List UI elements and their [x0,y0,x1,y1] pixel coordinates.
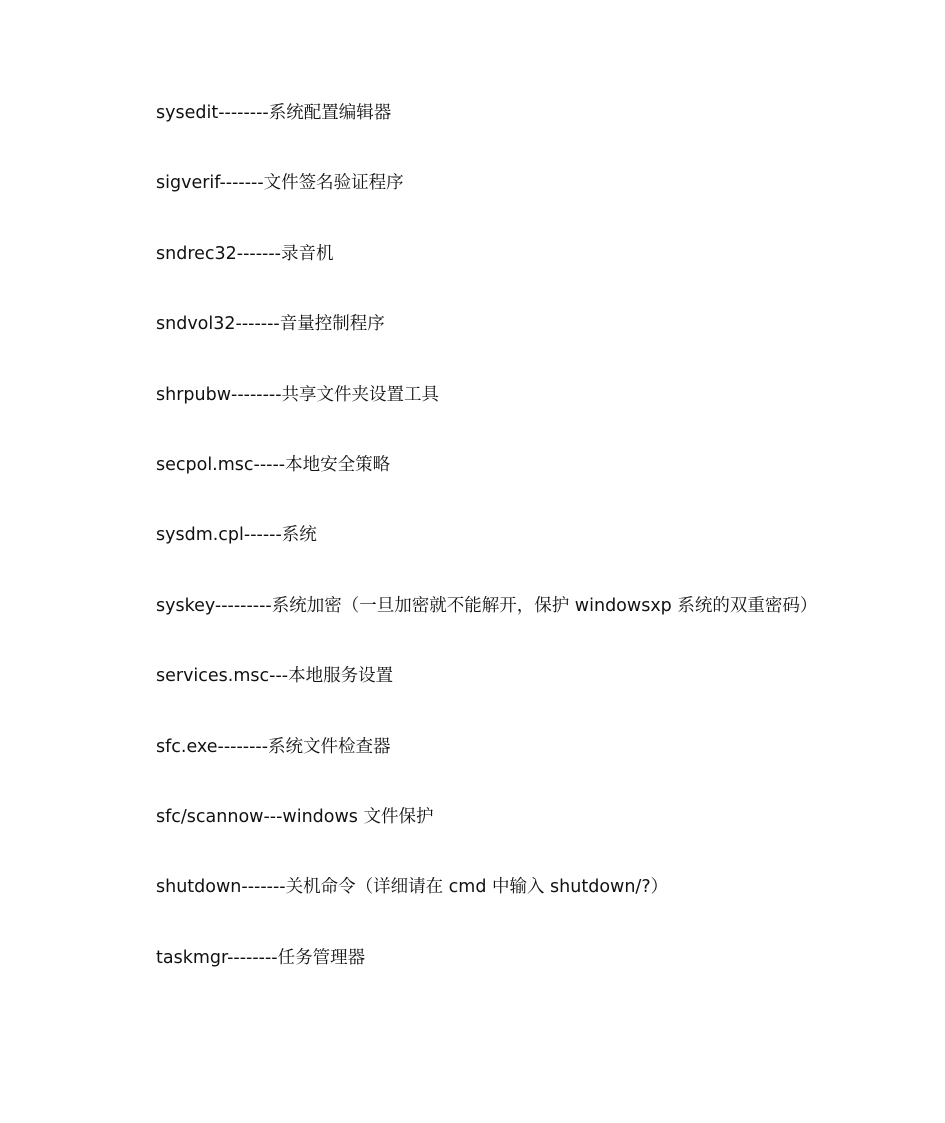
list-item: sysedit--------系统配置编辑器 [156,103,392,123]
list-item: sndrec32-------录音机 [156,243,334,264]
list-item: shrpubw--------共享文件夹设置工具 [156,384,440,405]
list-item: sfc/scannow---windows 文件保护 [156,806,434,827]
list-item: shutdown-------关机命令（详细请在 cmd 中输入 shutdown/?） [156,877,669,898]
list-item: syskey---------系统加密（一旦加密就不能解开，保护 windowsxp 系统的双重密码） [156,595,818,616]
list-item: services.msc---本地服务设置 [156,666,394,687]
command-list [156,99,916,1014]
list-item: sysdm.cpl------系统 [156,525,317,546]
list-item: sfc.exe--------系统文件检查器 [156,736,391,757]
list-item: secpol.msc-----本地安全策略 [156,454,391,475]
list-item: sndvol32-------音量控制程序 [156,314,385,335]
list-item: sigverif-------文件签名验证程序 [156,173,404,194]
list-item: taskmgr--------任务管理器 [156,947,366,968]
